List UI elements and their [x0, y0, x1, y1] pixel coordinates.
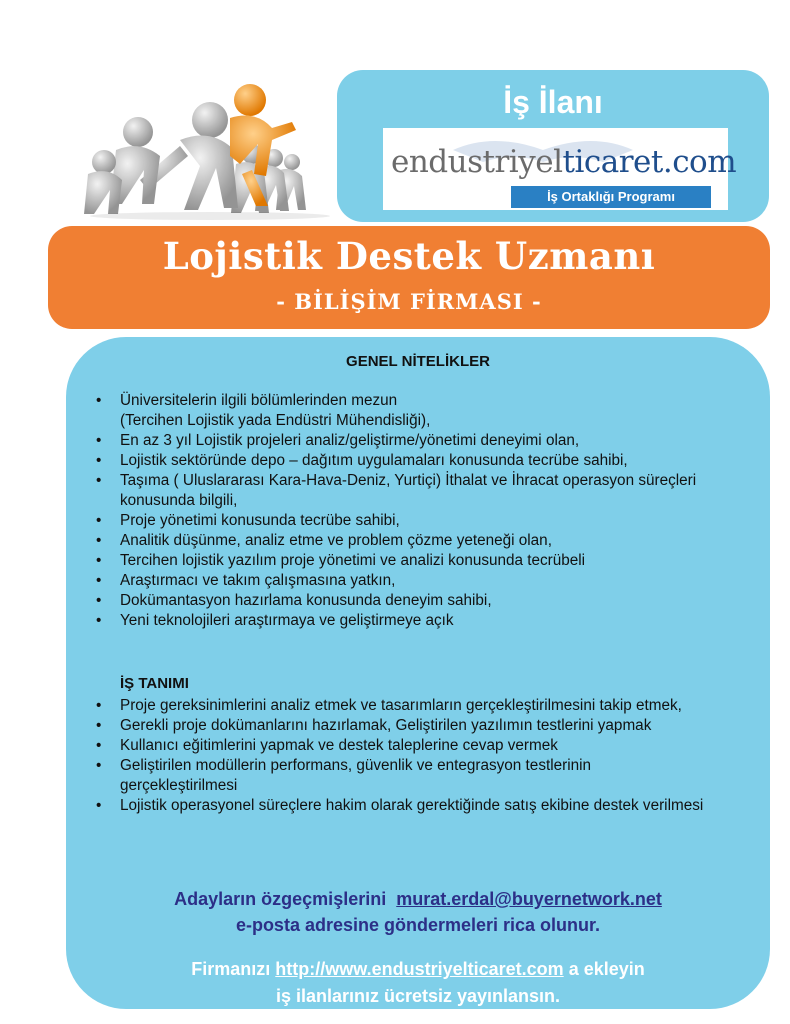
- list-item: • Üniversitelerin ilgili bölümlerinden mezun (Tercihen Lojistik yada Endüstri Mühendisliği),: [96, 391, 756, 431]
- hero-illustration: [80, 70, 340, 220]
- list-item: • Gerekli proje dokümanlarını hazırlamak, Geliştirilen yazılımın testlerini yapmak: [96, 716, 756, 736]
- list-item: • Lojistik sektöründe depo – dağıtım uygulamaları konusunda tecrübe sahibi,: [96, 451, 756, 471]
- list-item: • Tercihen lojistik yazılım proje yönetimi ve analizi konusunda tecrübeli: [96, 551, 756, 571]
- list-item: • Taşıma ( Uluslararası Kara-Hava-Deniz, Yurtiçi) İthalat ve İhracat operasyon süreçleri konusunda bilgili,: [96, 471, 756, 511]
- list-item: • Lojistik operasyonel süreçlere hakim olarak gerektiğinde satış ekibine destek verilmesi: [96, 796, 756, 816]
- list-item: • Proje yönetimi konusunda tecrübe sahibi,: [96, 511, 756, 531]
- site-logo: [383, 128, 737, 210]
- list-item: • En az 3 yıl Lojistik projeleri analiz/geliştirme/yönetimi deneyimi olan,: [96, 431, 756, 451]
- page-title: İş İlanı: [503, 84, 603, 120]
- job-title: Lojistik Destek Uzmanı: [162, 234, 656, 278]
- contact-line2: e-posta adresine göndermeleri rica olunur.: [235, 915, 601, 935]
- promo-line2: iş ilanlarınız ücretsiz yayınlansın.: [275, 986, 561, 1006]
- runner-grey-figures: [84, 102, 306, 214]
- logo-badge: İş Ortaklığı Programı: [511, 186, 711, 208]
- list-item: • Proje gereksinimlerini analiz etmek ve tasarımların gerçekleştirilmesini takip etmek,: [96, 696, 756, 716]
- list-item: • Analitik düşünme, analiz etme ve problem çözme yeteneği olan,: [96, 531, 756, 551]
- promo-text: Firmanızı http://www.endustriyelticaret.com a ekleyin iş ilanlarınız ücretsiz yayınlansın.: [66, 956, 770, 1010]
- list-item: • Kullanıcı eğitimlerini yapmak ve destek taleplerine cevap vermek: [96, 736, 756, 756]
- list-item: • Araştırmacı ve takım çalışmasına yatkın,: [96, 571, 756, 591]
- list-item: • Dokümantasyon hazırlama konusunda deneyim sahibi,: [96, 591, 756, 611]
- contact-text: Adayların özgeçmişlerini murat.erdal@buyernetwork.net e-posta adresine göndermeleri rica olunur.: [66, 886, 770, 938]
- qualifications-heading: GENEL NİTELİKLER: [346, 353, 490, 370]
- email-link[interactable]: murat.erdal@buyernetwork.net: [396, 889, 662, 909]
- logo-wordmark: endustriyelticaret.com: [391, 144, 737, 180]
- list-item: • Yeni teknolojileri araştırmaya ve geliştirmeye açık: [96, 611, 756, 631]
- qualifications-list: [96, 391, 756, 631]
- job-subtitle: - BİLİŞİM FİRMASI -: [276, 289, 542, 314]
- site-url-link[interactable]: http://www.endustriyelticaret.com: [275, 959, 564, 979]
- job-description-list: [96, 696, 756, 816]
- job-description-heading: İŞ TANIMI: [120, 675, 189, 692]
- list-item: • Geliştirilen modüllerin performans, güvenlik ve entegrasyon testlerinin gerçekleştirilmesi: [96, 756, 756, 796]
